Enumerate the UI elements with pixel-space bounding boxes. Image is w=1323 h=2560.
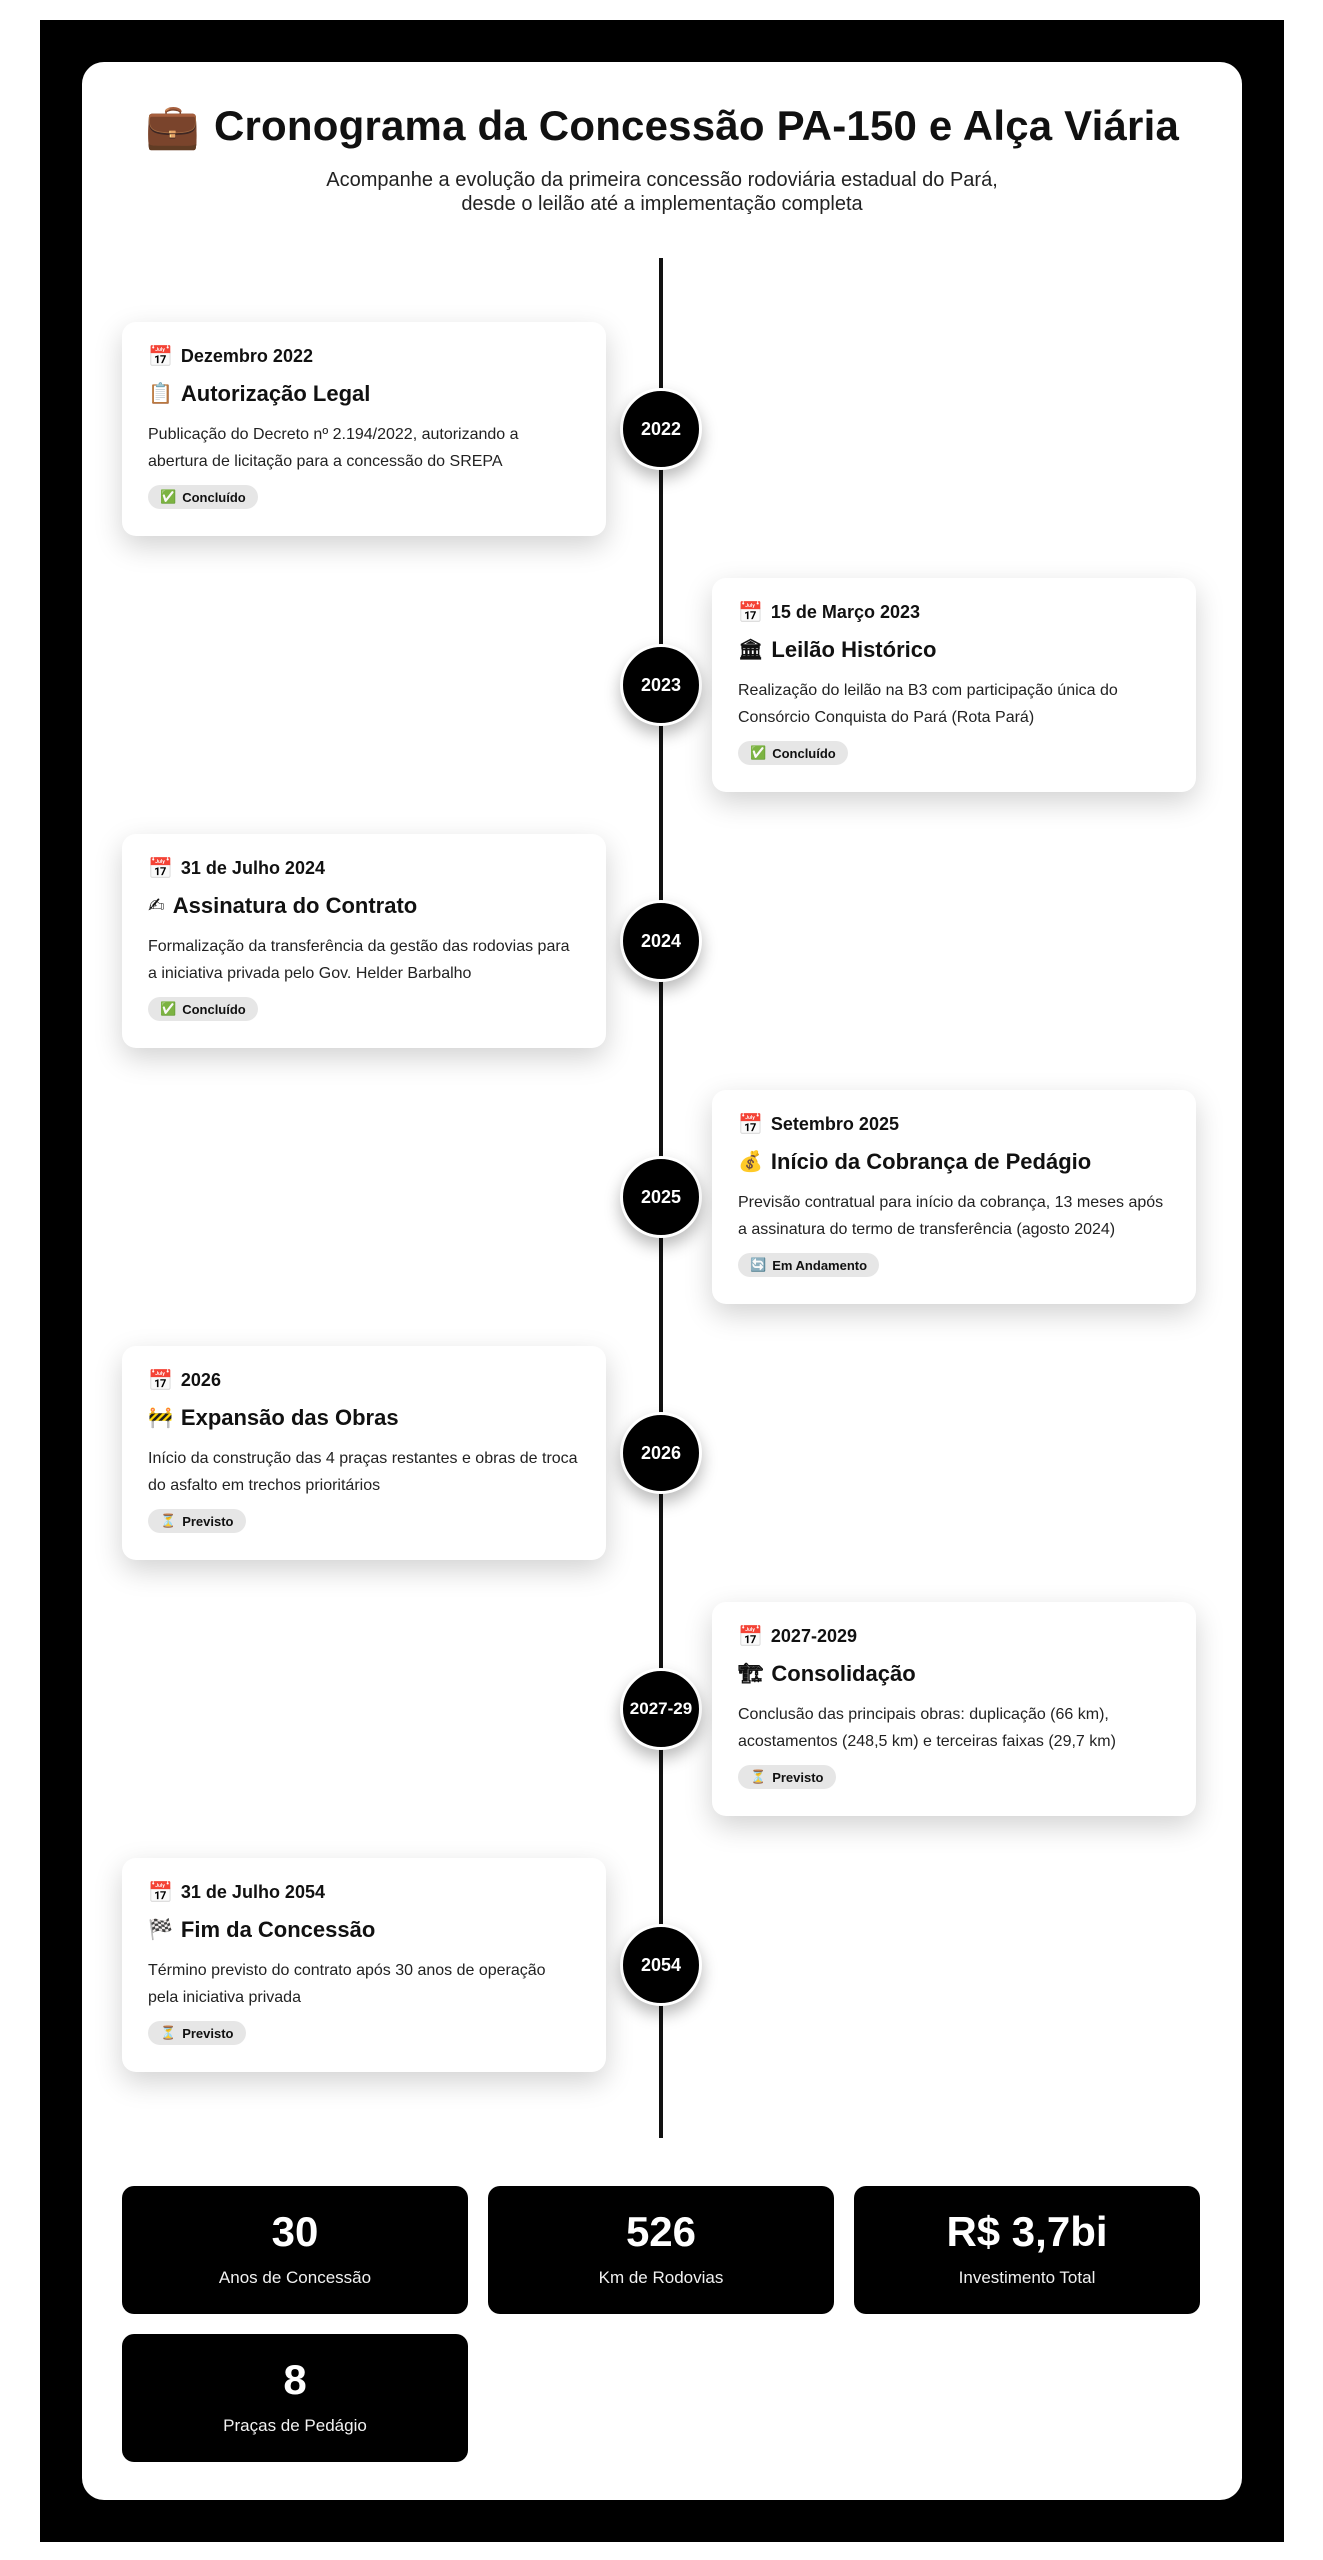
event-title — [738, 637, 1170, 663]
stat-value: 526 — [625, 2208, 697, 2255]
status-badge — [148, 2021, 246, 2045]
status-label: Previsto — [182, 2025, 234, 2041]
timeline-event — [122, 1858, 606, 2072]
timeline-event — [712, 1602, 1196, 1816]
event-title-text: Leilão Histórico — [771, 637, 937, 662]
event-date-text: 15 de Março 2023 — [770, 602, 920, 622]
status-label: Previsto — [182, 1513, 234, 1529]
event-description: Início da construção das 4 praças restantes e obras de troca do asfalto em trechos prioritários — [148, 1450, 578, 1494]
event-title-text: Assinatura do Contrato — [172, 893, 418, 918]
event-date — [148, 346, 580, 367]
event-date-text: 2027-2029 — [770, 1626, 857, 1646]
hourglass-icon: ⏳ — [160, 2025, 177, 2040]
money-bag-icon: 💰 — [738, 1151, 763, 1173]
status-label: Concluído — [772, 745, 836, 761]
check-box-icon: ✅ — [750, 745, 767, 760]
event-date — [148, 1882, 580, 1903]
year-marker: 2025 — [620, 1156, 702, 1238]
event-date — [738, 1114, 1170, 1135]
event-date — [738, 1626, 1170, 1647]
stat-value: R$ 3,7bi — [946, 2208, 1108, 2255]
event-date-text: Setembro 2025 — [770, 1114, 899, 1134]
checkered-flag-icon: 🏁 — [148, 1919, 173, 1941]
event-description: Publicação do Decreto nº 2.194/2022, autorizando a abertura de licitação para a concessão do SREPA — [148, 426, 519, 470]
event-date-text: 31 de Julho 2054 — [180, 1882, 325, 1902]
page-card — [82, 62, 1242, 2500]
timeline-event — [712, 1090, 1196, 1304]
year-marker: 2054 — [620, 1924, 702, 2006]
check-box-icon: ✅ — [160, 1001, 177, 1016]
briefcase-icon: 💼 — [144, 102, 200, 151]
calendar-icon: 📅 — [148, 1369, 173, 1392]
construction-barrier-icon: 🚧 — [148, 1407, 173, 1429]
event-date-text: 31 de Julho 2024 — [180, 858, 325, 878]
event-date — [738, 602, 1170, 623]
event-title — [148, 381, 580, 407]
stat-label: Investimento Total — [958, 2268, 1096, 2287]
year-marker: 2026 — [620, 1412, 702, 1494]
year-marker: 2027-29 — [620, 1668, 702, 1750]
event-title-text: Fim da Concessão — [180, 1917, 376, 1942]
status-label: Previsto — [772, 1769, 824, 1785]
event-description: Previsão contratual para início da cobrança, 13 meses após a assinatura do termo de transferência (agosto 2024) — [738, 1194, 1164, 1238]
crane-icon: 🏗 — [738, 1663, 764, 1685]
status-badge — [148, 997, 258, 1021]
event-title — [738, 1149, 1170, 1175]
page-subtitle: Acompanhe a evolução da primeira concessão rodoviária estadual do Pará, desde o leilão até a implementação completa — [326, 169, 998, 215]
event-title — [148, 1405, 580, 1431]
timeline-event — [122, 1346, 606, 1560]
calendar-icon: 📅 — [148, 1881, 173, 1904]
calendar-icon: 📅 — [148, 345, 173, 368]
stat-label: Km de Rodovias — [598, 2268, 724, 2287]
repeat-icon: 🔄 — [750, 1257, 767, 1272]
stat-value: 30 — [271, 2208, 319, 2255]
timeline-event — [122, 834, 606, 1048]
status-badge — [738, 1765, 836, 1789]
page-title-text: Cronograma da Concessão PA-150 e Alça Viária — [213, 102, 1180, 149]
status-badge — [148, 1509, 246, 1533]
event-description: Término previsto do contrato após 30 anos de operação pela iniciativa privada — [148, 1962, 546, 2006]
status-badge — [738, 1253, 879, 1277]
stat-card — [854, 2186, 1200, 2314]
stat-card — [122, 2186, 468, 2314]
event-title-text: Autorização Legal — [180, 381, 371, 406]
check-box-icon: ✅ — [160, 489, 177, 504]
classical-building-icon: 🏛 — [738, 639, 764, 661]
stat-value: 8 — [283, 2356, 307, 2403]
status-label: Concluído — [182, 1001, 246, 1017]
status-label: Concluído — [182, 489, 246, 505]
event-title — [148, 1917, 580, 1943]
event-description: Formalização da transferência da gestão das rodovias para a iniciativa privada pelo Gov. Helder Barbalho — [148, 938, 570, 982]
calendar-icon: 📅 — [148, 857, 173, 880]
calendar-icon: 📅 — [738, 1625, 763, 1648]
event-title — [738, 1661, 1170, 1687]
status-label: Em Andamento — [772, 1257, 868, 1273]
event-date-text: 2026 — [180, 1370, 221, 1390]
timeline-event — [712, 578, 1196, 792]
year-marker: 2022 — [620, 388, 702, 470]
writing-hand-icon: ✍ — [148, 895, 165, 917]
event-description: Realização do leilão na B3 com participação única do Consórcio Conquista do Pará (Rota Pará) — [738, 682, 1118, 726]
event-date — [148, 858, 580, 879]
status-badge — [738, 741, 848, 765]
event-date — [148, 1370, 580, 1391]
event-date-text: Dezembro 2022 — [180, 346, 313, 366]
event-title-text: Consolidação — [771, 1661, 916, 1686]
year-marker: 2024 — [620, 900, 702, 982]
calendar-icon: 📅 — [738, 1113, 763, 1136]
timeline-event — [122, 322, 606, 536]
calendar-icon: 📅 — [738, 601, 763, 624]
hourglass-icon: ⏳ — [160, 1513, 177, 1528]
event-title-text: Expansão das Obras — [180, 1405, 399, 1430]
event-description: Conclusão das principais obras: duplicação (66 km), acostamentos (248,5 km) e terceiras faixas (29,7 km) — [738, 1706, 1116, 1750]
stat-label: Praças de Pedágio — [223, 2416, 367, 2435]
stat-card — [488, 2186, 834, 2314]
event-title — [148, 893, 580, 919]
year-marker: 2023 — [620, 644, 702, 726]
clipboard-icon: 📋 — [148, 383, 173, 405]
stat-card — [122, 2334, 468, 2462]
event-title-text: Início da Cobrança de Pedágio — [770, 1149, 1092, 1174]
header — [82, 100, 1242, 216]
stat-label: Anos de Concessão — [218, 2268, 372, 2287]
hourglass-icon: ⏳ — [750, 1769, 767, 1784]
page-title — [82, 100, 1242, 152]
status-badge — [148, 485, 258, 509]
